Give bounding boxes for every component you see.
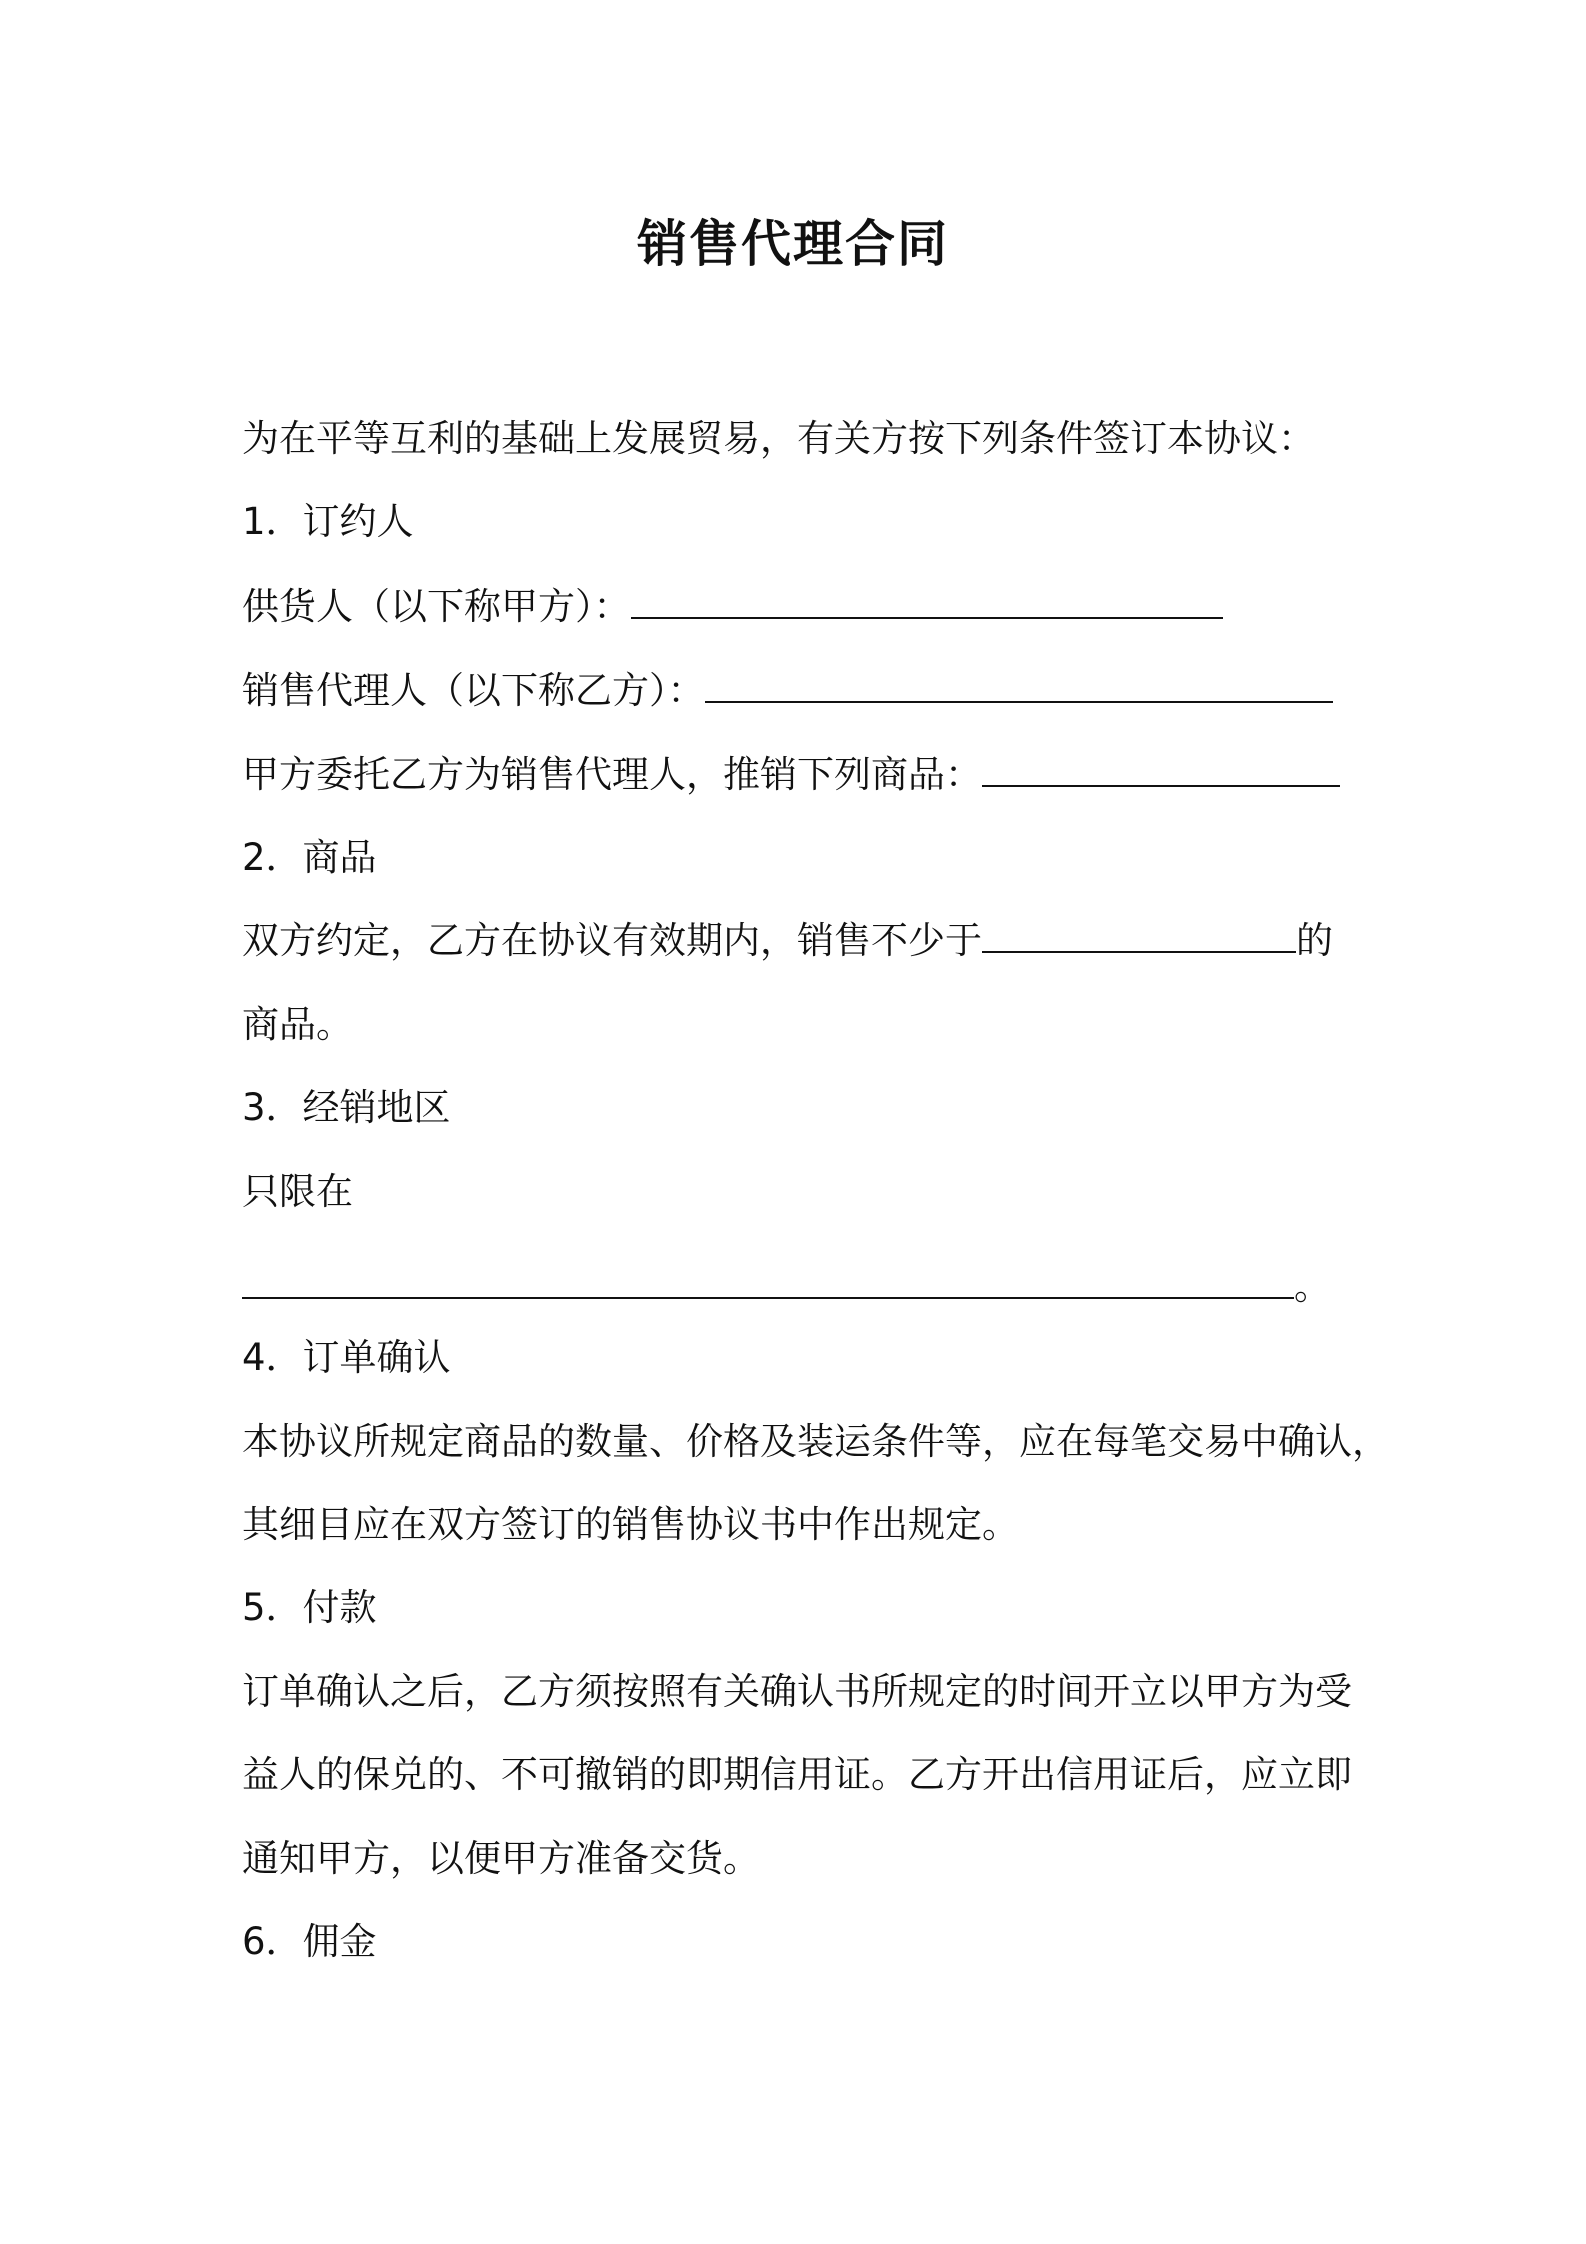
supplier-label: 供货人（以下称甲方）：: [242, 585, 631, 628]
document-title: 销售代理合同: [637, 215, 949, 273]
section-4-heading: 4．订单确认: [242, 1336, 451, 1379]
region-line: [242, 1262, 1362, 1312]
region-blank[interactable]: [242, 1263, 1294, 1299]
section-5-line-3: 通知甲方，以便甲方准备交货。: [242, 1837, 760, 1880]
section-2-text-line: [242, 916, 1362, 966]
agent-label: 销售代理人（以下称乙方）：: [242, 669, 705, 712]
supplier-blank[interactable]: [631, 583, 1223, 619]
region-end-mark: 。: [1294, 1265, 1331, 1308]
section-3-text: 只限在: [242, 1170, 353, 1213]
section-2-text-line-2: 商品。: [242, 1003, 353, 1046]
section-1-heading: 1．订约人: [242, 500, 414, 543]
section-5-line-2: 益人的保兑的、不可撤销的即期信用证。乙方开出信用证后，应立即: [242, 1753, 1352, 1796]
section-2-text-after: 的: [1296, 919, 1333, 962]
quantity-blank[interactable]: [982, 917, 1296, 953]
entrust-label: 甲方委托乙方为销售代理人，推销下列商品：: [242, 753, 982, 796]
section-5-heading: 5．付款: [242, 1586, 377, 1629]
supplier-line: [242, 582, 1362, 632]
section-3-heading: 3．经销地区: [242, 1086, 451, 1129]
agent-line: [242, 666, 1362, 716]
section-2-text-before: 双方约定，乙方在协议有效期内，销售不少于: [242, 919, 982, 962]
section-6-heading: 6．佣金: [242, 1920, 377, 1963]
entrust-line: [242, 750, 1362, 800]
agent-blank[interactable]: [705, 667, 1333, 703]
section-4-line-1: 本协议所规定商品的数量、价格及装运条件等，应在每笔交易中确认，: [242, 1420, 1389, 1463]
section-2-heading: 2．商品: [242, 836, 377, 879]
section-4-line-2: 其细目应在双方签订的销售协议书中作出规定。: [242, 1503, 1019, 1546]
section-5-line-1: 订单确认之后，乙方须按照有关确认书所规定的时间开立以甲方为受: [242, 1670, 1352, 1713]
intro-paragraph: 为在平等互利的基础上发展贸易，有关方按下列条件签订本协议：: [242, 417, 1315, 460]
goods-blank[interactable]: [982, 751, 1340, 787]
